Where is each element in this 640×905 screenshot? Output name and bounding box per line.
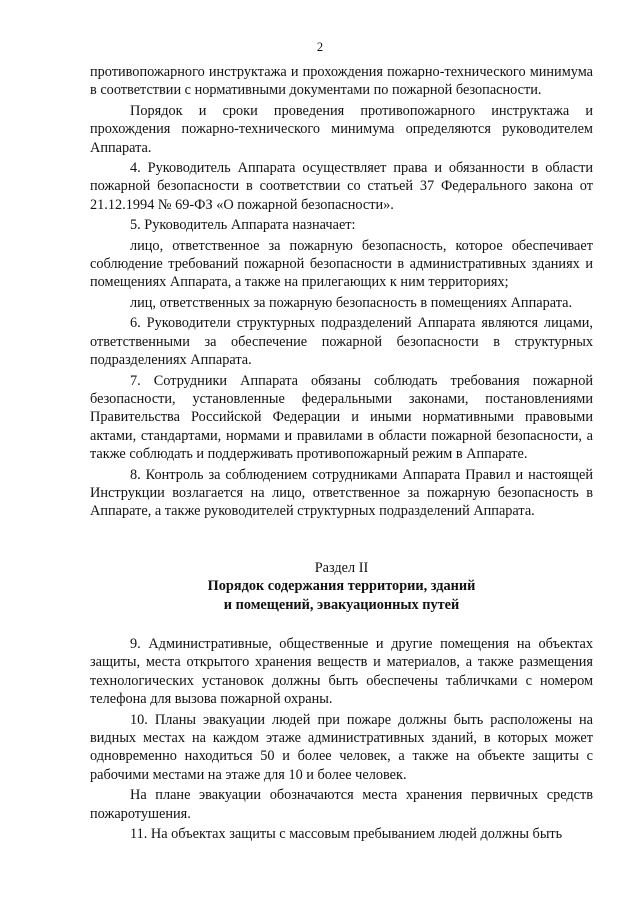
paragraph: 9. Административные, общественные и другие помещения на объектах защиты, места открытого хранения веществ и материалов, а также размещения технологических установок должны быть обеспечены табличками с номером телефона для вызова пожарной охраны. <box>90 635 593 708</box>
paragraph: 10. Планы эвакуации людей при пожаре должны быть расположены на видных местах на каждом этаже административных зданий, в которых может одновременно находиться 50 и более человек, а также на объекте защиты с рабочими местами на этаже для 10 и более человек. <box>90 711 593 783</box>
paragraph: противопожарного инструктажа и прохождения пожарно-технического минимума в соответствии с нормативными документами по пожарной безопасности. <box>90 64 593 99</box>
page-number: 2 <box>316 40 324 54</box>
paragraph: 6. Руководители структурных подразделений Аппарата являются лицами, ответственными за обеспечение пожарной безопасности в структурных подразделениях Аппарата. <box>90 315 593 369</box>
paragraph: 5. Руководитель Аппарата назначает: <box>130 217 356 234</box>
paragraph: 11. На объектах защиты с массовым пребыванием людей должны быть <box>130 826 563 843</box>
section-label: Раздел II <box>314 559 369 576</box>
paragraphs-bottom <box>90 635 593 843</box>
section-title-line1: Порядок содержания территории, зданий <box>207 578 476 595</box>
document-body <box>90 63 593 843</box>
section-title-line2: и помещений, эвакуационных путей <box>223 596 460 613</box>
paragraph: Порядок и сроки проведения противопожарного инструктажа и прохождения пожарно-технического минимума определяются руководителем Аппарата. <box>90 102 593 156</box>
paragraph: На плане эвакуации обозначаются места хранения первичных средств пожаротушения. <box>90 787 593 822</box>
paragraph: лицо, ответственное за пожарную безопасность, которое обеспечивает соблюдение требований пожарной безопасности в административных зданиях и помещениях Аппарата, а также на прилегающих к ним территориях; <box>90 237 593 291</box>
paragraph: 8. Контроль за соблюдением сотрудниками Аппарата Правил и настоящей Инструкции возлагается на лицо, ответственное за пожарную безопасность в Аппарате, а также руководителей структурных подразделений Аппарата. <box>90 466 593 520</box>
paragraph: 7. Сотрудники Аппарата обязаны соблюдать требования пожарной безопасности, установленные федеральными законами, постановлениями Правительства Российской Федерации и иными нормативными правовыми актами, стандартами, нормами и правилами в области пожарной безопасности, а также соблюдать и поддерживать противопожарный режим в Аппарате. <box>90 372 593 463</box>
paragraph: лиц, ответственных за пожарную безопасность в помещениях Аппарата. <box>130 294 573 311</box>
paragraph: 4. Руководитель Аппарата осуществляет права и обязанности в области пожарной безопасности в соответствии со статьей 37 Федерального закона от 21.12.1994 № 69-ФЗ «О пожарной безопасности». <box>90 160 593 213</box>
paragraphs-top <box>90 63 593 521</box>
